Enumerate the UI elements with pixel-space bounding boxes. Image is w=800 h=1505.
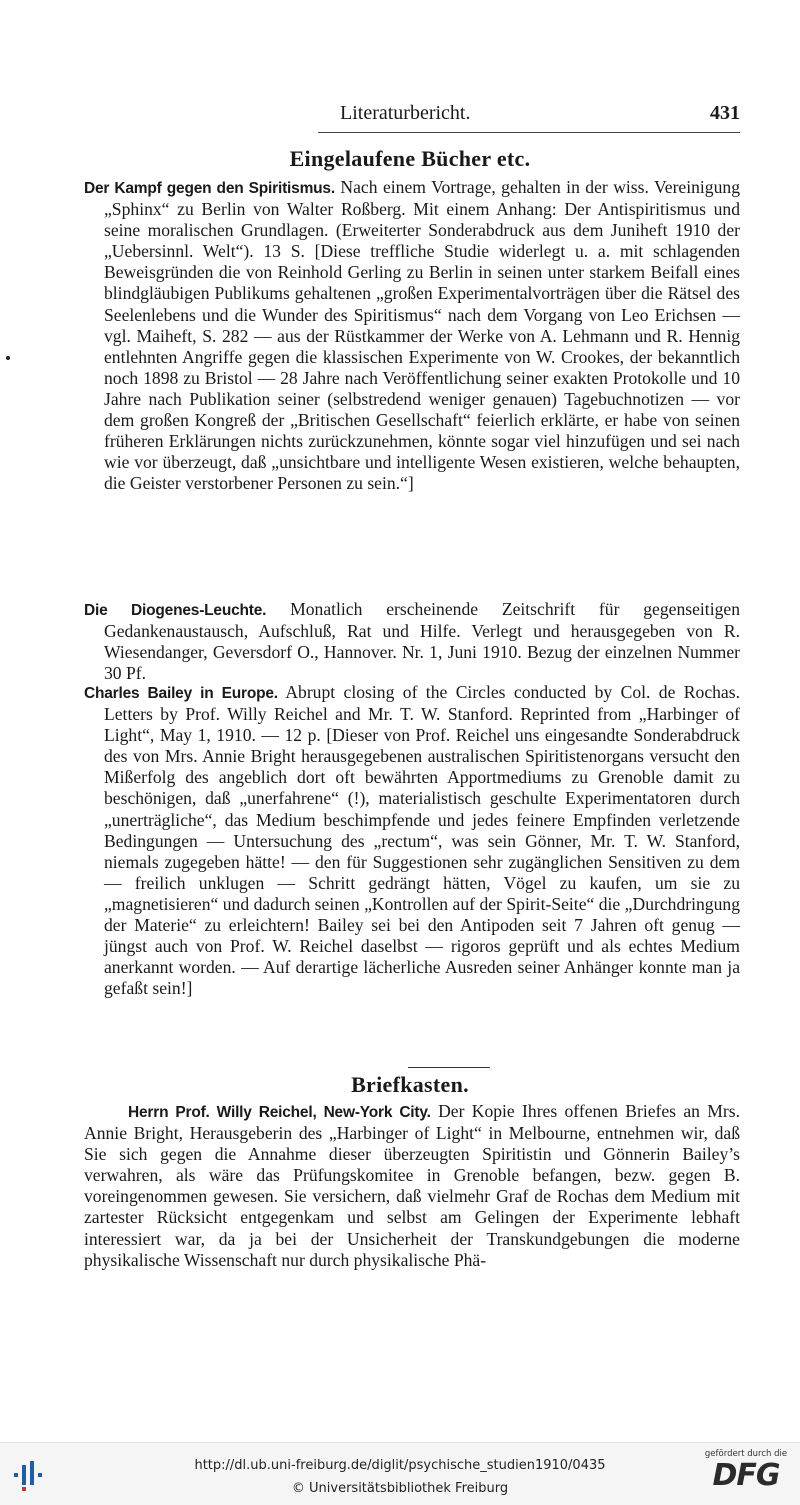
section-title-briefkasten: Briefkasten. bbox=[351, 1072, 469, 1097]
margin-dot bbox=[6, 356, 10, 360]
dfg-logo bbox=[700, 1449, 792, 1501]
entry-body: Monatlich erscheinende Zeitschrift für gegenseitigen Gedankenaustausch, Aufschluß, Rat und Hilfe. Verlegt und herausgegeben von R. Wiesendanger, Geversdorf O., Hannover. Nr. 1, Juni 1910. Bezug der einzelnen Nummer 30 Pf. bbox=[104, 599, 740, 684]
page-number: 431 bbox=[710, 102, 740, 124]
entry-body: Nach einem Vortrage, gehalten in der wiss. Vereinigung „Sphinx“ zu Berlin von Walter Roßberg. Mit einem Anhang: Der Antispiritismus und seine moralischen Grundlagen. (Erweiterter Sonderabdruck aus dem Juniheft 1910 der „Uebersinnl. Welt“). 13 S. [Diese treffliche Studie widerlegt u. a. mit schlagenden Beweisgründen die von Reinhold Gerling zu Berlin in seinen unter starkem Beifall eines blindgläubigen Publikums gehaltenen „großen Experimentalvorträgen über die Rätsel des Seelenlebens und die Wunder des Spiritismus“ nach dem Vorgang von Leo Erichsen — vgl. Maiheft, S. 282 — aus der Rüstkammer der Werke von A. Lehmann und R. Hennig entlehnten Angriffe gegen die klassischen Experimente von W. Crookes, der bekanntlich noch 1898 zu Bristol — 28 Jahre nach Veröffentlichung seiner exakten Protokolle und 10 Jahre nach Publikation seiner (selbstredend weniger genauen) Tagebuchnotizen — vor dem großen Kongreß der „Britischen Gesellschaft“ feierlich erklärte, er habe von seinen früheren Erklärungen nichts zurückzunehmen, könnte sogar viel hinzufügen und sei nach wie vor überzeugt, daß „unsichtbare und intelligente Wesen existieren, welche behaupten, die Geister verstorbener Personen zu sein.“] bbox=[104, 177, 740, 494]
entry-lead: Der Kampf gegen den Spiritismus. bbox=[84, 180, 335, 197]
entry-diogenes bbox=[84, 599, 740, 684]
copyright-notice: © Universitätsbibliothek Freiburg bbox=[291, 1481, 509, 1496]
viewer-footer bbox=[0, 1442, 800, 1505]
entry-reichel bbox=[84, 1101, 740, 1271]
document-url[interactable]: http://dl.ub.uni-freiburg.de/diglit/psychische_studien1910/0435 bbox=[194, 1458, 606, 1473]
dfg-caption: gefördert durch die bbox=[704, 1449, 788, 1459]
running-head-title: Literaturbericht. bbox=[340, 102, 471, 124]
dfg-wordmark-icon: DFG bbox=[712, 1458, 780, 1493]
entry-kampf bbox=[84, 177, 740, 494]
entry-body: Der Kopie Ihres offenen Briefes an Mrs. Annie Bright, Herausgeberin des „Harbinger of Light“ in Melbourne, entnehmen wir, daß Sie sich gegen die Annahme dieser überzeugten Spiritistin und Gönnerin Bailey’s verwahren, als wäre das Prüfungskomitee in Grenoble befangen, bezw. gegen B. voreingenommen gewesen. Sie versichern, daß vielmehr Graf de Rochas dem Medium mit zartester Rücksicht entgegenkam und selbst am Gelingen der Experimente lebhaft interessiert war, da ja bei der Unsicherheit der Transkundgebungen die moderne physikalische Wissenschaft nur durch physikalische Phä- bbox=[84, 1101, 740, 1270]
section-divider bbox=[408, 1067, 490, 1068]
running-head bbox=[330, 102, 740, 130]
section-title-books: Eingelaufene Bücher etc. bbox=[289, 146, 531, 171]
entry-lead: Charles Bailey in Europe. bbox=[84, 685, 278, 702]
entry-lead: Herrn Prof. Willy Reichel, New-York City. bbox=[128, 1104, 431, 1121]
entry-lead: Die Diogenes-Leuchte. bbox=[84, 602, 267, 619]
entry-body: Abrupt closing of the Circles conducted by Col. de Rochas. Letters by Prof. Willy Reichel and Mr. T. W. Stanford. Reprinted from „Harbinger of Light“, May 1, 1910. — 12 p. [Dieser von Prof. Reichel uns eingesandte Sonderabdruck des von Mrs. Annie Bright herausgegebenen australischen Spiritistenorgans versucht den Mißerfolg des angeblich dort oft bewährten Apportmediums zu Grenoble damit zu beschönigen, daß „unerfahrene“ (!), materialistisch geschulte Experimentatoren durch „unerträgliche“, das Medium beschimpfende und jedes feinere Empfinden verletzende Bedingungen — Untersuchung des „rectum“, was sein Gönner, Mr. T. W. Stanford, niemals zugegeben hätte! — den für Suggestionen sehr zugänglichen Sensitiven zu dem — freilich unklugen — Schritt gedrängt hätten, Vögel zu kaufen, um sie zu „magnetisieren“ und dadurch seinen „Kontrollen auf der Spirit-Seite“ die „Durchdringung der Materie“ zu erleichtern! Bailey sei bei den Antipoden seit 7 Jahren oft genug — jüngst auch von Prof. W. Reichel daselbst — rigoros geprüft und als echtes Medium anerkannt worden. — Auf derartige lächerliche Ausreden seiner Anhänger konnte man ja gefaßt sein!] bbox=[104, 682, 740, 999]
entry-bailey bbox=[84, 682, 740, 999]
header-rule bbox=[318, 132, 740, 133]
